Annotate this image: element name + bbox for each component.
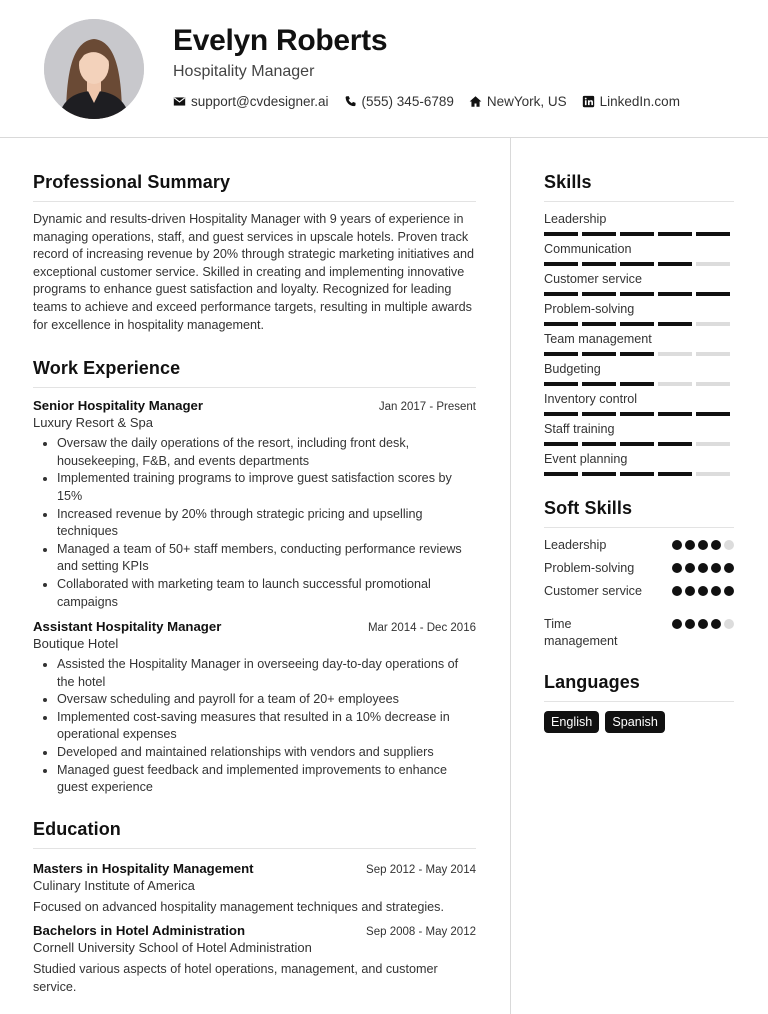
rating-dot <box>672 540 682 550</box>
skill-level-segment <box>658 382 692 386</box>
soft-skill-item <box>544 616 734 650</box>
rating-dot <box>698 563 708 573</box>
skill-level-segment <box>696 472 730 476</box>
education-date: Sep 2008 - May 2012 <box>366 926 476 939</box>
skill-level-segment <box>620 412 654 416</box>
skills-list <box>544 211 734 476</box>
skill-level-segment <box>620 292 654 296</box>
skill-level-segment <box>582 232 616 236</box>
contact-email-text: support@cvdesigner.ai <box>191 94 329 109</box>
skill-level-segment <box>658 322 692 326</box>
skill-label: Leadership <box>544 212 607 226</box>
soft-skill-rating <box>672 563 734 573</box>
skill-level-segment <box>582 442 616 446</box>
skill-level-segment <box>582 262 616 266</box>
skill-label: Customer service <box>544 272 642 286</box>
education-entry <box>33 923 476 996</box>
bullet-item: Managed guest feedback and implemented improvements to enhance guest experience <box>57 762 476 797</box>
skill-level-segment <box>582 322 616 326</box>
skill-level-segment <box>544 232 578 236</box>
skill-level-segment <box>582 352 616 356</box>
summary-text: Dynamic and results-driven Hospitality Manager with 9 years of experience in managing operations, staff, and guest services in upscale hotels. Proven track record of increasing revenue by 20% through strategic marketing initiatives and exceptional customer service. Skilled in creating and implementing innovative programs to enhance guest satisfaction and loyalty. Recognized for leading teams to achieve and exceed performance targets, resulting in multiple awards for excellence in hospitality management. <box>33 212 475 332</box>
contact-linkedin[interactable] <box>582 94 680 109</box>
skill-level-segment <box>696 382 730 386</box>
skill-level-segment <box>544 412 578 416</box>
skill-item <box>544 361 734 386</box>
soft-skill-label: Customer service <box>544 584 642 598</box>
skill-level-segment <box>620 382 654 386</box>
soft-skill-item <box>544 583 734 600</box>
profile-photo <box>44 19 144 119</box>
skill-level-segment <box>544 322 578 326</box>
candidate-role: Hospitality Manager <box>173 63 315 80</box>
contact-email[interactable] <box>173 94 329 109</box>
skill-label: Inventory control <box>544 392 638 406</box>
summary-heading: Professional Summary <box>33 172 476 202</box>
skill-level-segment <box>658 352 692 356</box>
skill-label: Communication <box>544 242 632 256</box>
soft-skill-label: Leadership <box>544 538 607 552</box>
skill-level-segment <box>658 262 692 266</box>
job-date: Mar 2014 - Dec 2016 <box>367 622 476 635</box>
skill-level-bar <box>544 262 734 266</box>
rating-dot <box>672 563 682 573</box>
skill-level-segment <box>658 472 692 476</box>
skill-level-segment <box>620 472 654 476</box>
education-section <box>33 819 476 997</box>
rating-dot <box>685 540 695 550</box>
skill-level-segment <box>658 292 692 296</box>
skill-item <box>544 331 734 356</box>
skill-level-segment <box>696 412 730 416</box>
skill-level-segment <box>582 412 616 416</box>
skills-section <box>544 172 734 476</box>
skill-level-segment <box>696 322 730 326</box>
languages-heading: Languages <box>544 672 734 702</box>
education-entry <box>33 861 476 917</box>
education-date: Sep 2012 - May 2014 <box>366 863 476 876</box>
resume-header <box>0 0 768 138</box>
skill-label: Team management <box>544 332 652 346</box>
bullet-item: Implemented cost-saving measures that resulted in a 10% decrease in operational expenses <box>57 709 476 744</box>
skill-level-segment <box>544 442 578 446</box>
home-icon <box>469 95 482 108</box>
rating-dot <box>724 586 734 596</box>
job-date: Jan 2017 - Present <box>378 401 476 414</box>
bullet-item: Developed and maintained relationships with vendors and suppliers <box>57 744 476 762</box>
contact-phone-text: (555) 345-6789 <box>361 94 454 109</box>
languages-section <box>544 672 734 733</box>
soft-skill-rating <box>672 586 734 596</box>
job-bullets <box>33 656 476 797</box>
rating-dot <box>698 586 708 596</box>
skill-level-segment <box>696 262 730 266</box>
soft-skill-item <box>544 560 734 577</box>
skill-level-bar <box>544 352 734 356</box>
job-company: Luxury Resort & Spa <box>33 415 153 431</box>
language-tag: Spanish <box>605 711 665 733</box>
experience-section <box>33 358 476 797</box>
contact-location <box>469 94 567 109</box>
skill-level-segment <box>696 352 730 356</box>
skill-level-segment <box>544 382 578 386</box>
skill-item <box>544 451 734 476</box>
skill-level-bar <box>544 232 734 236</box>
skill-level-segment <box>696 232 730 236</box>
rating-dot <box>711 619 721 629</box>
skill-level-bar <box>544 412 734 416</box>
rating-dot <box>685 619 695 629</box>
skill-item <box>544 301 734 326</box>
skill-label: Event planning <box>544 452 628 466</box>
job-company: Boutique Hotel <box>33 636 119 652</box>
skill-level-segment <box>658 442 692 446</box>
rating-dot <box>724 540 734 550</box>
rating-dot <box>711 563 721 573</box>
rating-dot <box>724 619 734 629</box>
skill-level-segment <box>582 382 616 386</box>
phone-icon <box>344 95 357 108</box>
job-title: Assistant Hospitality Manager <box>33 619 222 635</box>
skill-level-segment <box>620 322 654 326</box>
contact-linkedin-text: LinkedIn.com <box>599 94 680 109</box>
skill-level-segment <box>620 442 654 446</box>
skill-level-segment <box>620 262 654 266</box>
skill-level-segment <box>696 292 730 296</box>
bullet-item: Managed a team of 50+ staff members, conducting performance reviews and setting KPIs <box>57 541 476 576</box>
skill-level-segment <box>544 352 578 356</box>
skill-label: Staff training <box>544 422 615 436</box>
candidate-name: Evelyn Roberts <box>173 24 388 57</box>
skill-item <box>544 271 734 296</box>
rating-dot <box>672 586 682 596</box>
skill-level-segment <box>544 262 578 266</box>
contact-location-text: NewYork, US <box>486 94 567 109</box>
main-column <box>33 138 476 997</box>
skill-level-segment <box>620 352 654 356</box>
languages-list <box>544 711 734 733</box>
job-entry <box>33 398 476 611</box>
skill-level-segment <box>696 442 730 446</box>
skill-label: Problem-solving <box>544 302 635 316</box>
skill-level-segment <box>658 412 692 416</box>
column-divider <box>510 138 511 1014</box>
soft-skills-heading: Soft Skills <box>544 498 734 528</box>
skill-item <box>544 241 734 266</box>
skill-level-bar <box>544 442 734 446</box>
skill-level-segment <box>544 472 578 476</box>
school-name: Cornell University School of Hotel Administration <box>33 940 312 956</box>
school-name: Culinary Institute of America <box>33 877 195 893</box>
linkedin-icon <box>582 95 595 108</box>
rating-dot <box>685 563 695 573</box>
skill-level-segment <box>582 472 616 476</box>
experience-heading: Work Experience <box>33 358 476 388</box>
skill-label: Budgeting <box>544 362 601 376</box>
bullet-item: Implemented training programs to improve guest satisfaction scores by 15% <box>57 470 476 505</box>
soft-skills-section <box>544 498 734 650</box>
rating-dot <box>685 586 695 596</box>
job-bullets <box>33 435 476 611</box>
skills-heading: Skills <box>544 172 734 202</box>
degree-title: Masters in Hospitality Management <box>33 860 254 876</box>
soft-skill-label: Time management <box>544 617 618 648</box>
skill-level-segment <box>544 292 578 296</box>
education-description: Focused on advanced hospitality management techniques and strategies. <box>33 899 444 914</box>
skill-level-segment <box>582 292 616 296</box>
skill-level-segment <box>620 232 654 236</box>
bullet-item: Collaborated with marketing team to launch successful promotional campaigns <box>57 576 476 611</box>
soft-skill-rating <box>672 540 734 550</box>
sidebar-column <box>544 138 734 733</box>
soft-skill-item <box>544 537 734 554</box>
contact-phone[interactable] <box>344 94 454 109</box>
skill-level-bar <box>544 472 734 476</box>
contact-list <box>173 94 680 109</box>
education-description: Studied various aspects of hotel operations, management, and customer service. <box>33 962 438 995</box>
rating-dot <box>698 540 708 550</box>
job-title: Senior Hospitality Manager <box>33 398 204 414</box>
soft-skill-rating <box>672 619 734 629</box>
rating-dot <box>672 619 682 629</box>
job-entry <box>33 619 476 797</box>
bullet-item: Increased revenue by 20% through strategic pricing and upselling techniques <box>57 506 476 541</box>
skill-level-bar <box>544 382 734 386</box>
skill-item <box>544 421 734 446</box>
soft-skill-label: Problem-solving <box>544 561 635 575</box>
skill-level-bar <box>544 292 734 296</box>
profile-photo-image <box>44 19 144 119</box>
summary-section <box>33 172 476 334</box>
bullet-item: Assisted the Hospitality Manager in overseeing day-to-day operations of the hotel <box>57 656 476 691</box>
degree-title: Bachelors in Hotel Administration <box>33 923 246 939</box>
education-heading: Education <box>33 819 476 849</box>
skill-level-segment <box>658 232 692 236</box>
rating-dot <box>711 586 721 596</box>
skill-item <box>544 211 734 236</box>
bullet-item: Oversaw scheduling and payroll for a team of 20+ employees <box>57 691 476 709</box>
envelope-icon <box>173 95 186 108</box>
bullet-item: Oversaw the daily operations of the resort, including front desk, housekeeping, F&B, and events departments <box>57 435 476 470</box>
rating-dot <box>724 563 734 573</box>
skill-level-bar <box>544 322 734 326</box>
soft-skills-list <box>544 537 734 650</box>
skill-item <box>544 391 734 416</box>
language-tag: English <box>544 711 599 733</box>
rating-dot <box>711 540 721 550</box>
rating-dot <box>698 619 708 629</box>
